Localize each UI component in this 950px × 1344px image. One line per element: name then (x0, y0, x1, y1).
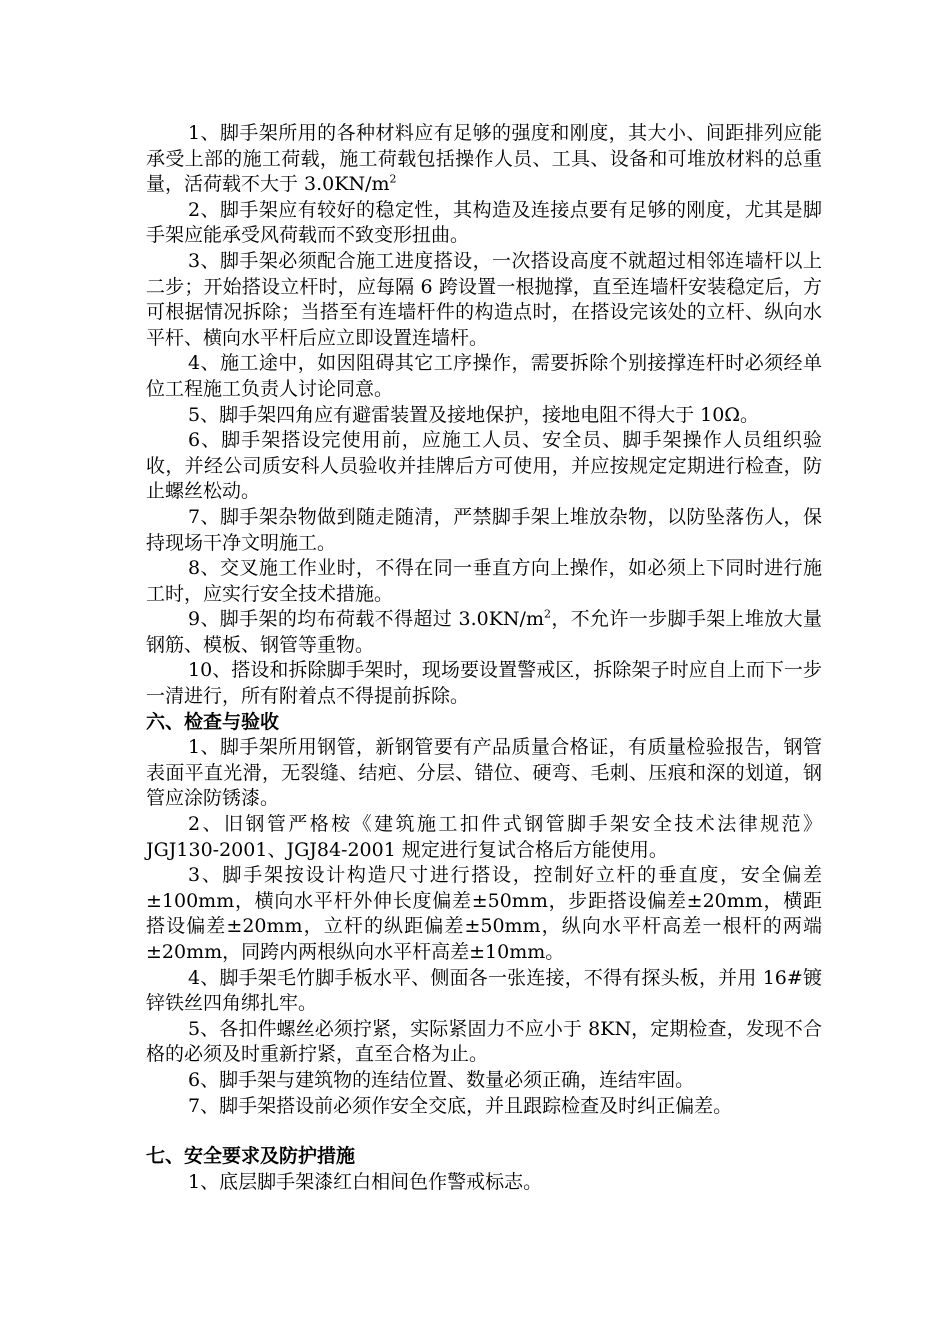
paragraph-5-9: 9、脚手架的均布荷载不得超过 $3.0KN/m^2$，不允许一步脚手架上堆放大量钢筋、模板、钢管等重物。 (146, 607, 822, 656)
paragraph-5-2: 2、脚手架应有较好的稳定性，其构造及连接点要有足够的刚度，尤其是脚手架应能承受风荷载而不致变形扭曲。 (146, 198, 822, 247)
paragraph-6-1: 1、脚手架所用钢管，新钢管要有产品质量合格证，有质量检验报告，钢管表面平直光滑，无裂缝、结疤、分层、错位、硬弯、毛刺、压痕和深的划道，钢管应涂防锈漆。 (146, 736, 822, 810)
paragraph-5-10: 10、搭设和拆除脚手架时，现场要设置警戒区，拆除架子时应自上而下一步一清进行，所有附着点不得提前拆除。 (146, 659, 822, 708)
paragraph-5-4: 4、施工途中，如因阻碍其它工序操作，需要拆除个别接撑连杆时必须经单位工程施工负责人讨论同意。 (146, 352, 822, 400)
paragraph-6-7: 7、脚手架搭设前必须作安全交底，并且跟踪检查及时纠正偏差。 (188, 1094, 733, 1117)
document-page (146, 121, 822, 1195)
paragraph-5-1: 1、脚手架所用的各种材料应有足够的强度和刚度，其大小、间距排列应能承受上部的施工荷载，施工荷载包括操作人员、工具、设备和可堆放材料的总重量，活荷载不大于 $3.0KN/m^2$ (146, 122, 822, 196)
paragraph-6-3: 3、脚手架按设计构造尺寸进行搭设，控制好立杆的垂直度，安全偏差±100mm，横向水平杆外伸长度偏差±50mm，步距搭设偏差±20mm，横距搭设偏差±20mm，立杆的纵距偏差±50mm，纵向水平杆高差一根杆的两端±20mm，同跨内两根纵向水平杆高差±10mm。 (146, 864, 822, 963)
paragraph-7-1: 1、底层脚手架漆红白相间色作警戒标志。 (188, 1170, 543, 1193)
blank-line (146, 1119, 822, 1144)
section-heading-safety: 七、安全要求及防护措施 (146, 1145, 356, 1168)
paragraph-5-7: 7、脚手架杂物做到随走随清，严禁脚手架上堆放杂物，以防坠落伤人，保持现场干净文明施工。 (146, 505, 822, 554)
section-heading-inspection: 六、检查与验收 (146, 710, 280, 733)
paragraph-6-6: 6、脚手架与建筑物的连结位置、数量必须正确，连结牢固。 (188, 1068, 695, 1091)
paragraph-6-4: 4、脚手架毛竹脚手板水平、侧面各一张连接，不得有探头板，并用 16#镀锌铁丝四角绑扎牢。 (146, 966, 822, 1015)
paragraph-5-5: 5、脚手架四角应有避雷装置及接地保护，接地电阻不得大于 10Ω。 (188, 403, 760, 426)
paragraph-5-6: 6、脚手架搭设完使用前，应施工人员、安全员、脚手架操作人员组织验收，并经公司质安科人员验收并挂牌后方可使用，并应按规定定期进行检查，防止螺丝松动。 (146, 429, 822, 503)
paragraph-6-2: 2、旧钢管严格桉《建筑施工扣件式钢管脚手架安全技术法律规范》JGJ130-2001、JGJ84-2001 规定进行复试合格后方能使用。 (146, 813, 822, 861)
paragraph-5-8: 8、交叉施工作业时，不得在同一垂直方向上操作，如必须上下同时进行施工时，应实行安全技术措施。 (146, 557, 822, 605)
paragraph-6-5: 5、各扣件螺丝必须拧紧，实际紧固力不应小于 8KN，定期检查，发现不合格的必须及时重新拧紧，直至合格为止。 (146, 1017, 822, 1066)
paragraph-5-3: 3、脚手架必须配合施工进度搭设，一次搭设高度不就超过相邻连墙杆以上二步；开始搭设立杆时，应每隔 6 跨设置一根抛撑，直至连墙杆安装稳定后，方可根据情况拆除；当搭至有连墙杆件的构造点时，在搭设完该处的立杆、纵向水平杆、横向水平杆后应立即设置连墙杆。 (146, 249, 822, 349)
